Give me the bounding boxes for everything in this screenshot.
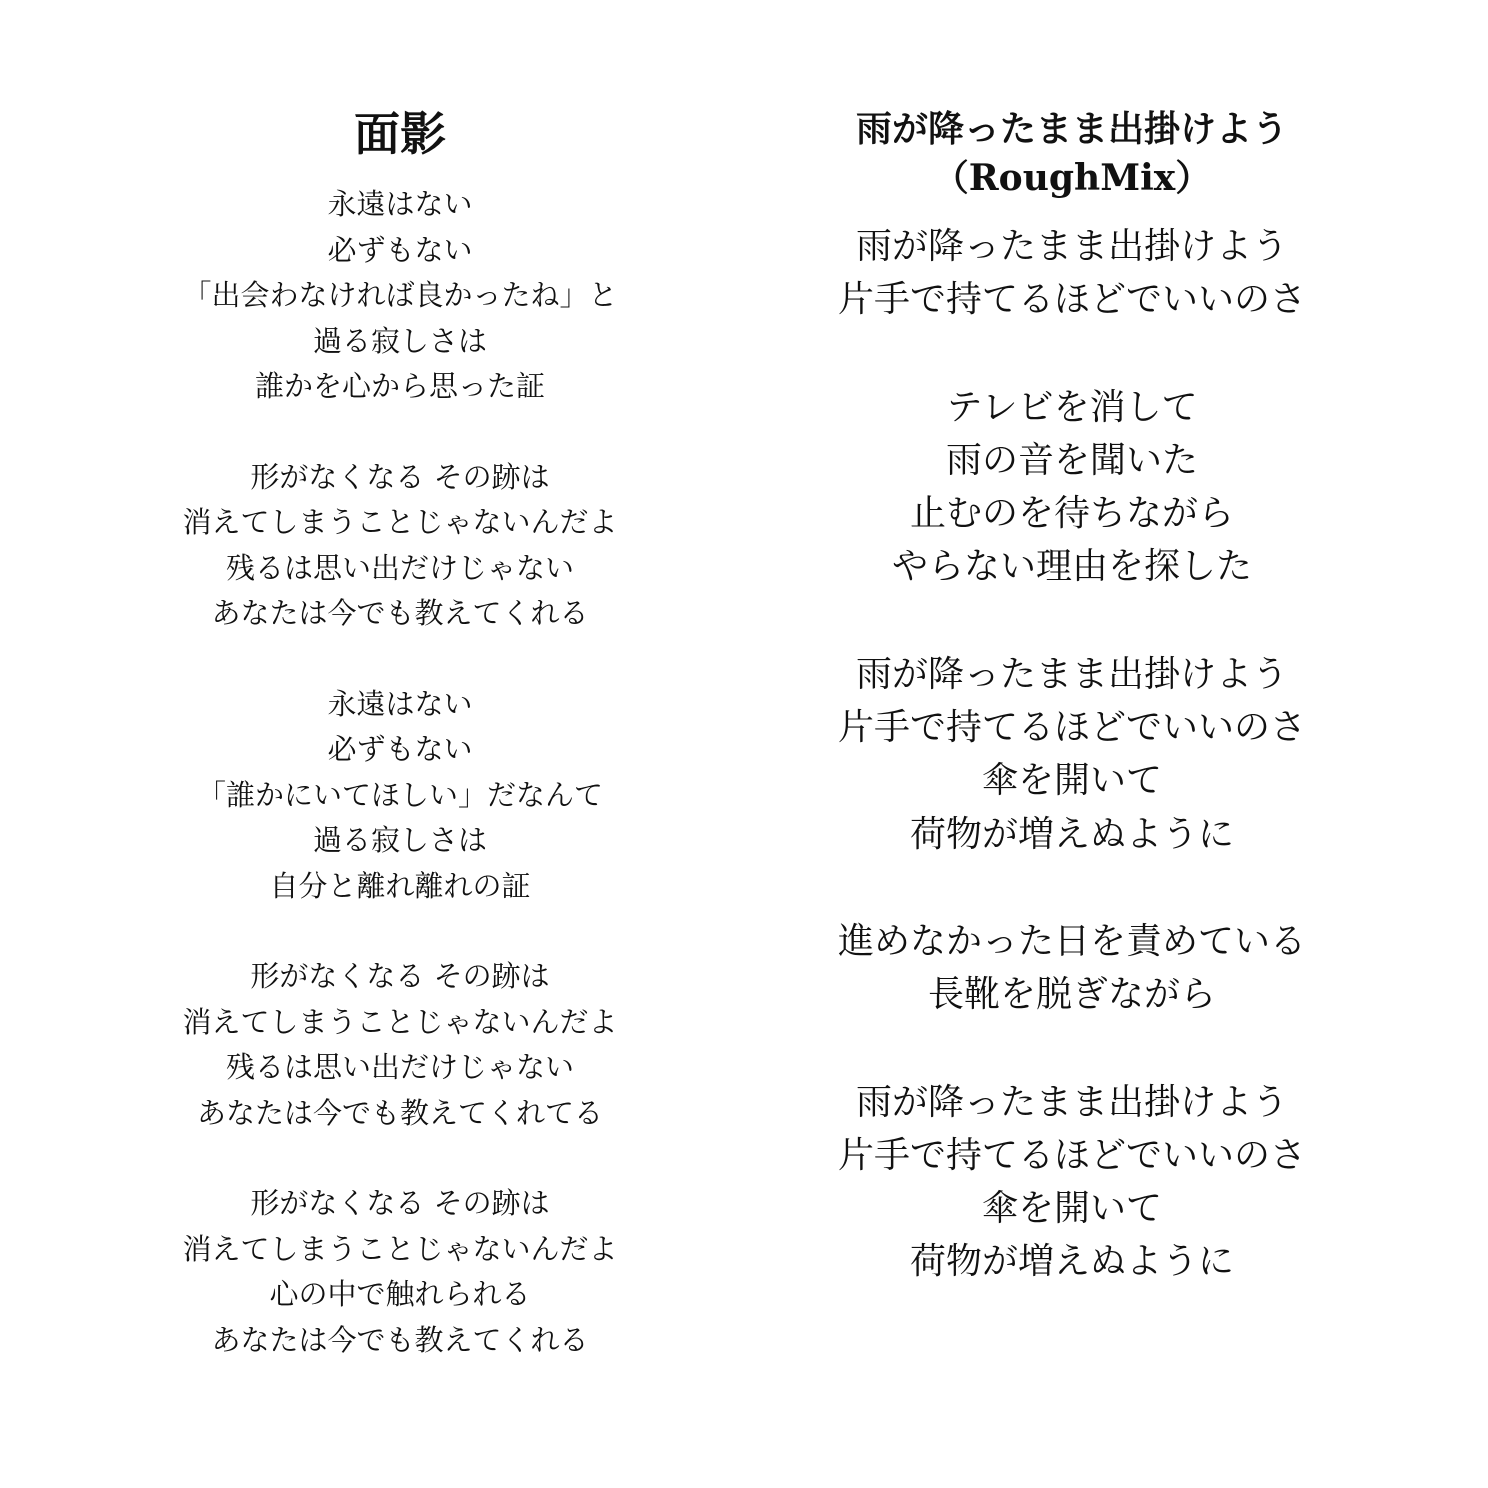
lyrics-line: 心の中で触れられる	[269, 1277, 531, 1311]
lyrics-stanza	[772, 648, 1372, 861]
lyrics-line: 傘を開いて	[981, 1188, 1162, 1230]
lyrics-line: 消えてしまうことじゃないんだよ	[182, 505, 618, 539]
lyrics-stanza	[772, 381, 1372, 594]
lyrics-stanza	[100, 954, 700, 1136]
lyrics-line: 荷物が増えぬように	[909, 1241, 1234, 1283]
lyrics-stanza	[772, 1076, 1372, 1289]
lyrics-stanza	[100, 455, 700, 637]
lyrics-line: 過る寂しさは	[312, 323, 487, 358]
lyrics-line: 残るは思い出だけじゃない	[225, 550, 574, 585]
lyrics-stanza	[100, 682, 700, 910]
lyrics-line: 荷物が増えぬように	[909, 813, 1234, 855]
lyrics-line: 片手で持てるほどでいいのさ	[837, 1134, 1306, 1176]
lyrics-line: 「出会わなければ良かったね」と	[182, 278, 618, 312]
lyrics-line: 形がなくなる その跡は	[250, 1186, 550, 1220]
song-title-subtitle: （RoughMix）	[932, 157, 1212, 199]
lyrics-line: 止むのを待ちながら	[909, 493, 1234, 535]
lyrics-stanza	[100, 1181, 700, 1363]
lyrics-line: 形がなくなる その跡は	[250, 459, 550, 494]
lyrics-line: あなたは今でも教えてくれる	[211, 596, 589, 630]
song-title-omokage: 面影	[354, 107, 446, 161]
lyrics-line: 「誰かにいてほしい」だなんて	[196, 777, 603, 812]
lyrics-line: 自分と離れ離れの証	[269, 868, 531, 903]
lyrics-line: テレビを消して	[946, 386, 1198, 428]
lyrics-column-ame	[772, 104, 1372, 1343]
song-title-ame: 雨が降ったまま出掛けよう	[855, 108, 1288, 150]
lyrics-line: 長靴を脱ぎながら	[927, 974, 1216, 1016]
lyrics-line: 片手で持てるほどでいいのさ	[837, 707, 1306, 749]
lyrics-line: 必ずもない	[327, 732, 473, 766]
lyrics-line: 雨が降ったまま出掛けよう	[855, 653, 1288, 695]
lyrics-line: 消えてしまうことじゃないんだよ	[182, 1231, 618, 1266]
lyrics-line: 進めなかった日を責めている	[837, 920, 1306, 962]
lyrics-line: 永遠はない	[327, 686, 473, 721]
lyrics-column-omokage	[100, 104, 700, 1408]
lyrics-line: 片手で持てるほどでいいのさ	[837, 279, 1306, 321]
lyrics-line: 消えてしまうことじゃないんだよ	[182, 1004, 618, 1039]
lyrics-stanza	[772, 915, 1372, 1022]
lyrics-line: 雨が降ったまま出掛けよう	[855, 1081, 1288, 1123]
lyrics-line: 傘を開いて	[981, 760, 1162, 802]
lyrics-body	[100, 182, 700, 1363]
lyrics-stanza	[100, 182, 700, 410]
lyrics-line: 永遠はない	[327, 187, 473, 221]
lyrics-line: 誰かを心から思った証	[254, 369, 545, 403]
lyrics-line: 雨の音を聞いた	[945, 439, 1198, 481]
lyrics-line: 必ずもない	[327, 232, 473, 267]
lyrics-line: やらない理由を探した	[891, 546, 1252, 588]
lyrics-line: 過る寂しさは	[312, 823, 487, 857]
lyrics-stanza	[772, 220, 1372, 327]
lyrics-line: あなたは今でも教えてくれる	[211, 1322, 589, 1357]
lyrics-line: 残るは思い出だけじゃない	[225, 1050, 574, 1084]
lyrics-body	[772, 220, 1372, 1289]
lyrics-line: 雨が降ったまま出掛けよう	[855, 226, 1288, 267]
lyrics-line: 形がなくなる その跡は	[250, 959, 550, 993]
lyrics-line: あなたは今でも教えてくれてる	[196, 1095, 603, 1130]
